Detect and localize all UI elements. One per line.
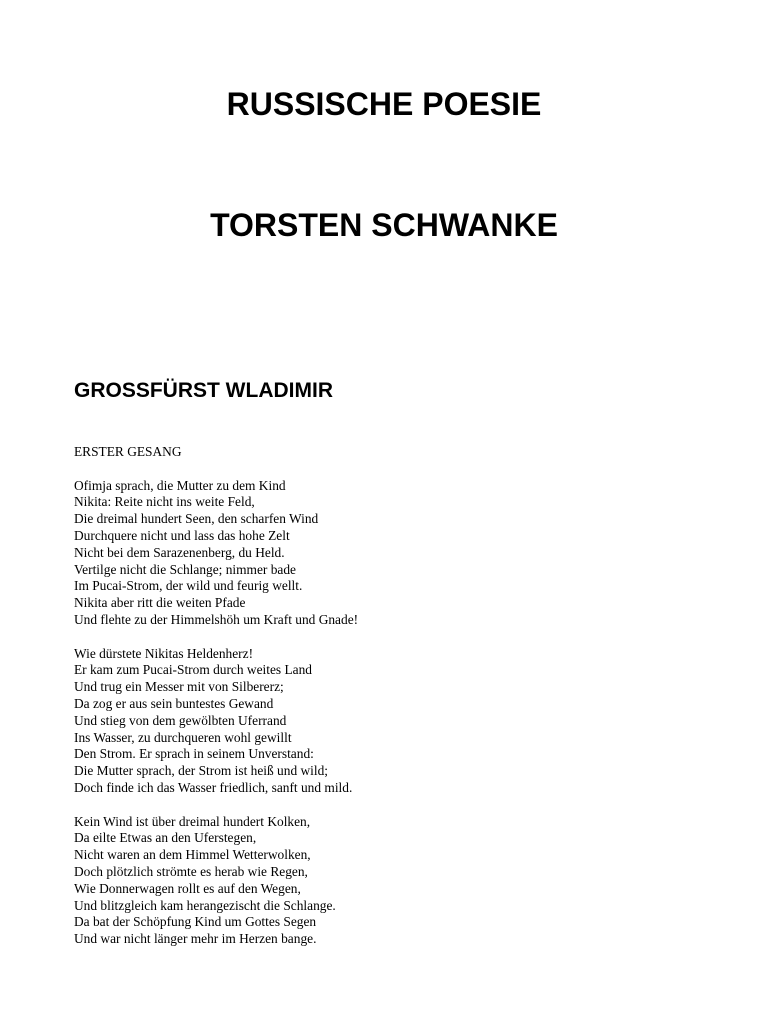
verse-line: Und stieg von dem gewölbten Uferrand	[74, 712, 287, 728]
verse-line: Nicht bei dem Sarazenenberg, du Held.	[74, 544, 285, 560]
verse-line: Durchquere nicht und lass das hohe Zelt	[74, 527, 290, 543]
verse-line: Doch plötzlich strömte es herab wie Regen,	[74, 863, 308, 879]
verse-line: Da bat der Schöpfung Kind um Gottes Segen	[74, 914, 317, 930]
stanza	[74, 646, 714, 797]
verse-line: Nikita aber ritt die weiten Pfade	[74, 595, 246, 611]
verse-line: Nicht waren an dem Himmel Wetterwolken,	[74, 847, 311, 863]
verse-line: Er kam zum Pucai-Strom durch weites Land	[74, 662, 312, 678]
verse-line: Da eilte Etwas an den Uferstegen,	[74, 830, 257, 846]
verse-line: Die Mutter sprach, der Strom ist heiß und wild;	[74, 763, 329, 779]
book-author: TORSTEN SCHWANKE	[210, 207, 558, 243]
stanza	[74, 478, 714, 629]
verse-line: Doch finde ich das Wasser friedlich, sanft und mild.	[74, 779, 353, 795]
canto-title: ERSTER GESANG	[74, 444, 182, 459]
verse-line: Vertilge nicht die Schlange; nimmer bade	[74, 561, 296, 577]
verse-line: Den Strom. Er sprach in seinem Unverstand:	[74, 746, 314, 762]
verse-line: Und flehte zu der Himmelshöh um Kraft und Gnade!	[74, 611, 359, 627]
verse-line: Wie dürstete Nikitas Heldenherz!	[74, 645, 254, 661]
section-heading: GROSSFÜRST WLADIMIR	[74, 379, 333, 402]
verse-line: Im Pucai-Strom, der wild und feurig wellt.	[74, 578, 303, 594]
verse-line: Ofimja sprach, die Mutter zu dem Kind	[74, 477, 286, 493]
verse-line: Die dreimal hundert Seen, den scharfen Wind	[74, 511, 319, 527]
book-title: RUSSISCHE POESIE	[226, 86, 542, 122]
verse-line: Da zog er aus sein buntestes Gewand	[74, 695, 274, 711]
verse-line: Nikita: Reite nicht ins weite Feld,	[74, 494, 255, 510]
verse-line: Kein Wind ist über dreimal hundert Kolken,	[74, 813, 311, 829]
verse-line: Und blitzgleich kam herangezischt die Schlange.	[74, 897, 336, 913]
poem-body	[74, 444, 714, 965]
verse-line: Ins Wasser, zu durchqueren wohl gewillt	[74, 729, 292, 745]
verse-line: Und trug ein Messer mit von Silbererz;	[74, 679, 284, 695]
verse-line: Wie Donnerwagen rollt es auf den Wegen,	[74, 880, 301, 896]
stanza	[74, 814, 714, 948]
verse-line: Und war nicht länger mehr im Herzen bange.	[74, 931, 317, 947]
